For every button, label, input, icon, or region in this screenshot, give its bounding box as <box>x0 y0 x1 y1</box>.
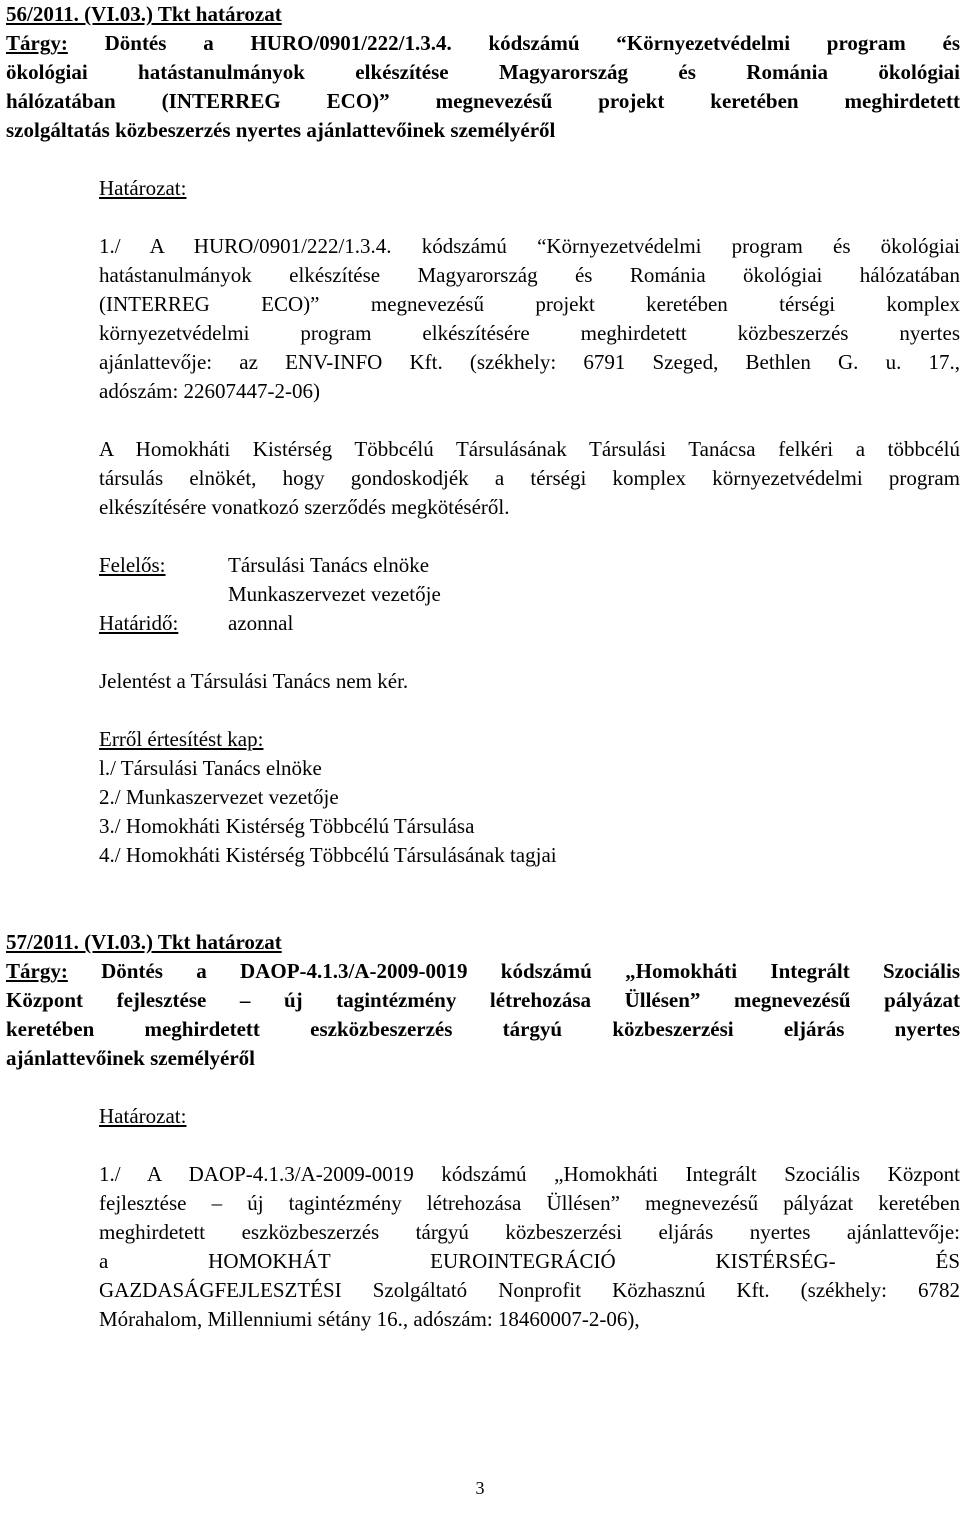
resolution-57-subject-line-2: Központ fejlesztése – új tagintézmény létrehozása Üllésen” megnevezésű pályázat <box>6 988 960 1012</box>
hatarido-value: azonnal <box>228 611 294 635</box>
subject-label: Tárgy: <box>6 959 68 983</box>
resolution-57-para1-line-3: meghirdetett eszközbeszerzés tárgyú közbeszerzési eljárás nyertes ajánlattevője: <box>99 1220 960 1244</box>
subject-text: Döntés a DAOP-4.1.3/A-2009-0019 kódszámú „Homokháti Integrált Szociális <box>101 959 960 983</box>
resolution-57-para1-line-4: a HOMOKHÁT EUROINTEGRÁCIÓ KISTÉRSÉG- ÉS <box>99 1249 960 1273</box>
page-number: 3 <box>475 1478 485 1498</box>
resolution-57-subject-line-1 <box>6 957 960 986</box>
felelos-value-2: Munkaszervezet vezetője <box>228 582 441 606</box>
subject-label: Tárgy: <box>6 31 68 55</box>
resolution-57-para1-line-1: 1./ A DAOP-4.1.3/A-2009-0019 kódszámú „Homokháti Integrált Szociális Központ <box>99 1162 960 1186</box>
resolution-56-number: 56/2011. (VI.03.) Tkt határozat <box>6 2 282 26</box>
resolution-56-para1-line-3: (INTERREG ECO)” megnevezésű projekt keretében térségi komplex <box>99 292 960 316</box>
resolution-57-hatarozat-heading: Határozat: <box>99 1104 187 1128</box>
subject-text: Döntés a HURO/0901/222/1.3.4. kódszámú “Környezetvédelmi program és <box>104 31 960 55</box>
resolution-57-para1-line-2: fejlesztése – új tagintézmény létrehozása Üllésen” megnevezésű pályázat keretében <box>99 1191 960 1215</box>
notify-item-2: 2./ Munkaszervezet vezetője <box>99 785 339 809</box>
notify-item-4: 4./ Homokháti Kistérség Többcélú Társulásának tagjai <box>99 843 557 867</box>
resolution-56-para2-line-3: elkészítésére vonatkozó szerződés megkötéséről. <box>99 495 510 519</box>
resolution-56-para1-line-6: adószám: 22607447-2-06) <box>99 379 321 403</box>
resolution-57-subject-line-3: keretében meghirdetett eszközbeszerzés tárgyú közbeszerzési eljárás nyertes <box>6 1017 960 1041</box>
resolution-56-subject-line-4: szolgáltatás közbeszerzés nyertes ajánlattevőinek személyéről <box>6 118 556 142</box>
resolution-56-para1-line-1: 1./ A HURO/0901/222/1.3.4. kódszámú “Környezetvédelmi program és ökológiai <box>99 234 960 258</box>
resolution-56-para2-line-2: társulás elnökét, hogy gondoskodjék a térségi komplex környezetvédelmi program <box>99 466 960 490</box>
resolution-57-subject-line-4: ajánlattevőinek személyéről <box>6 1046 256 1070</box>
resolution-56-subject-line-2: ökológiai hatástanulmányok elkészítése Magyarország és Románia ökológiai <box>6 60 960 84</box>
resolution-56-para1-line-5: ajánlattevője: az ENV-INFO Kft. (székhely: 6791 Szeged, Bethlen G. u. 17., <box>99 350 960 374</box>
resolution-57-para1-line-5: GAZDASÁGFEJLESZTÉSI Szolgáltató Nonprofit Közhasznú Kft. (székhely: 6782 <box>99 1278 960 1302</box>
felelos-value-1: Társulási Tanács elnöke <box>228 553 430 577</box>
resolution-56-hatarozat-heading: Határozat: <box>99 176 187 200</box>
resolution-56-para1-line-4: környezetvédelmi program elkészítésére meghirdetett közbeszerzés nyertes <box>99 321 960 345</box>
notify-item-1: l./ Társulási Tanács elnöke <box>99 756 322 780</box>
resolution-57-para1-line-6: Mórahalom, Millenniumi sétány 16., adószám: 18460007-2-06), <box>99 1307 640 1331</box>
notify-item-3: 3./ Homokháti Kistérség Többcélú Társulása <box>99 814 475 838</box>
report-text: Jelentést a Társulási Tanács nem kér. <box>99 669 409 693</box>
resolution-56-subject-line-3: hálózatában (INTERREG ECO)” megnevezésű projekt keretében meghirdetett <box>6 89 960 113</box>
hatarido-label: Határidő: <box>99 611 179 635</box>
resolution-56-subject-line-1 <box>6 29 960 58</box>
notify-label: Erről értesítést kap: <box>99 727 264 751</box>
felelos-label: Felelős: <box>99 553 166 577</box>
resolution-56-para1-line-2: hatástanulmányok elkészítése Magyarország és Románia ökológiai hálózatában <box>99 263 960 287</box>
resolution-57-number: 57/2011. (VI.03.) Tkt határozat <box>6 930 282 954</box>
resolution-56-para2-line-1: A Homokháti Kistérség Többcélú Társulásának Társulási Tanácsa felkéri a többcélú <box>99 437 960 461</box>
